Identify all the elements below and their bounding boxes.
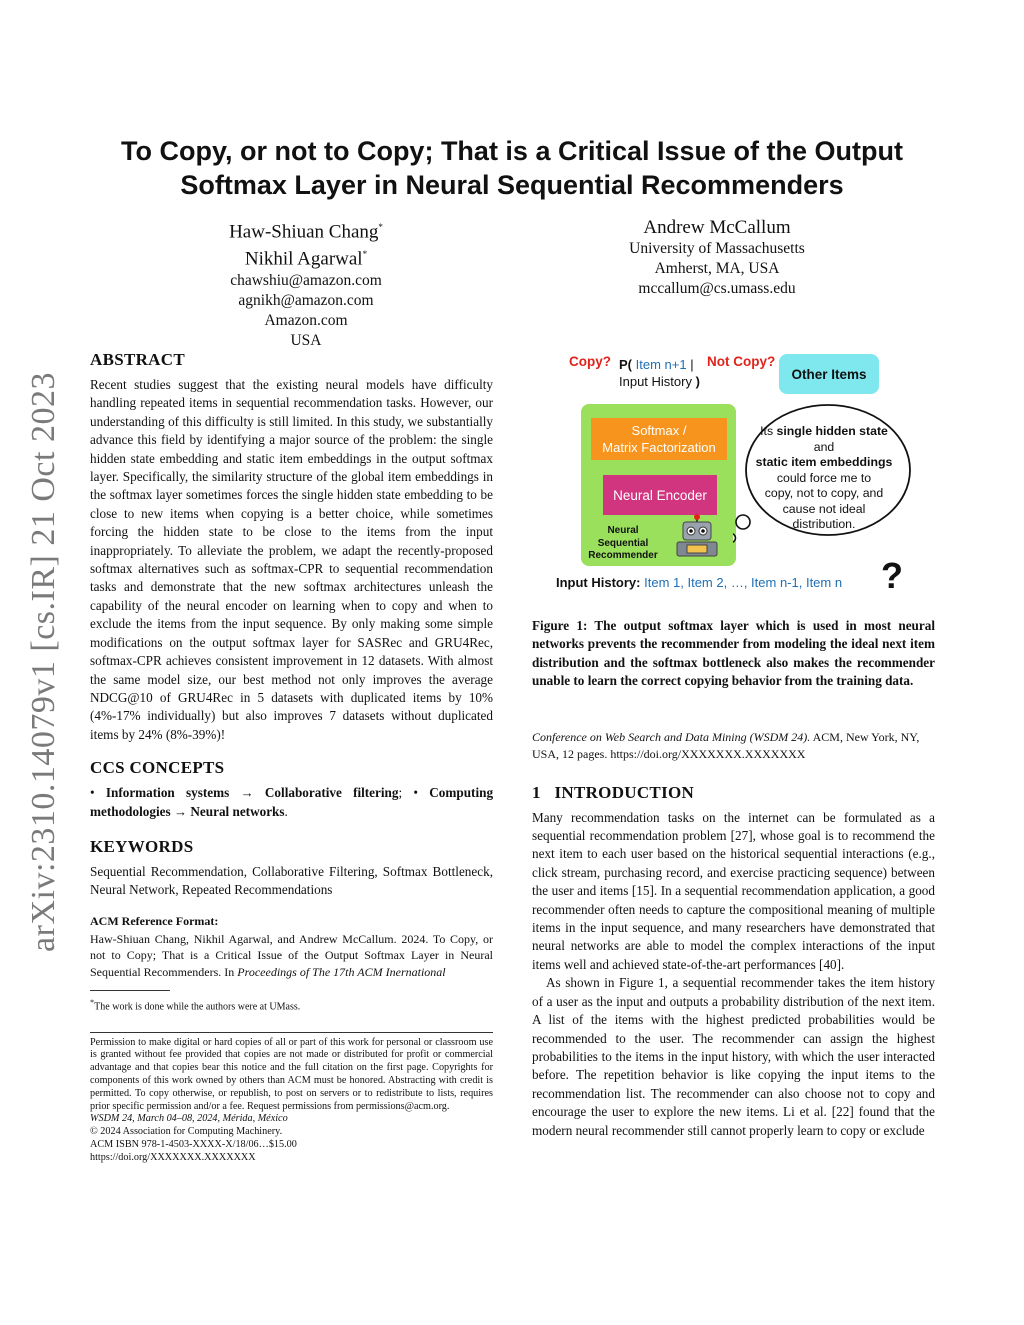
author-mark-2: *: [362, 249, 368, 260]
robot-icon: [671, 514, 723, 560]
arxiv-id: arXiv:2310.14079v1 [cs.IR] 21 Oct 2023: [25, 372, 62, 952]
footnote: *The work is done while the authors were at UMass.: [90, 998, 301, 1013]
keywords-text: Sequential Recommendation, Collaborative Filtering, Softmax Bottleneck, Neural Network, Repeated Recommendations: [90, 863, 493, 898]
author-affil-3: University of Massachusetts: [629, 240, 805, 257]
author-email-2: agnikh@amazon.com: [238, 291, 374, 309]
author-name-2: Nikhil Agarwal: [244, 248, 363, 270]
paper-title: [90, 134, 934, 202]
acm-ref-text: Haw-Shiuan Chang, Nikhil Agarwal, and Andrew McCallum. 2024. To Copy, or not to Copy; That is a Critical Issue of the Output Softmax Layer in Neural Sequential Recommenders. In Proceedings of The 17th ACM Inernational: [90, 931, 493, 979]
acm-ref-heading: ACM Reference Format:: [90, 913, 219, 928]
fig-softmax-label: Softmax /: [631, 423, 687, 438]
fig-other-items-box: [779, 354, 879, 394]
title-line-1: To Copy, or not to Copy; That is a Critical Issue of the Output: [121, 136, 903, 166]
intro-paragraph-2: As shown in Figure 1, a sequential recommender takes the item history of a user as the input and outputs a probability distribution of the next item. A list of the items with the highest predicted probabilities would be recommended to the user. The recommender can assign the highest probabilities to the items in the input history, with which the user interacted before. The repetition behavior is like copying the input items to the recommendation list. The recommender can also choose not to copy and encourage the user to explore the new items. Li et al. [22] found that the modern neural recommender still cannot properly learn to copy or exclude: [532, 975, 935, 1138]
ccs-item-4: Neural networks: [190, 803, 285, 819]
permission-block: [90, 1032, 493, 1165]
author-org: Amazon.com: [264, 311, 348, 329]
permission-conf: WSDM 24, March 04–08, 2024, Mérida, México: [90, 1113, 288, 1125]
author-name-3: Andrew McCallum: [643, 217, 791, 238]
author-name-1: Haw-Shiuan Chang: [229, 221, 379, 243]
fig-encoder-label: Neural Encoder: [613, 487, 707, 503]
fig-question-mark: ?: [881, 555, 903, 596]
fig-encoder-box: [603, 475, 717, 515]
fig-input-label: Input History:: [556, 575, 641, 590]
permission-copyright: © 2024 Association for Computing Machinery.: [90, 1126, 283, 1138]
thought-text: Its single hidden state and static item embeddings could force me to copy, not to copy, and cause not ideal distribution.: [755, 424, 893, 531]
fig-matrix-label: Matrix Factorization: [602, 440, 716, 455]
fig-copy-label: Copy?: [569, 354, 611, 369]
author-email-1: chawshiu@amazon.com: [230, 271, 382, 289]
intro-paragraph-1: Many recommendation tasks on the internet can be formulated as a sequential recommendation problem [27], whose goal is to recommend the next item to each user based on the historical sequential interactions (e.g., click stream, purchasing record, and exercise practicing sequence) between the user and items [15]. In a sequential recommendation application, a good recommender often needs to capture the compositional meaning of multiple items in the input sequence, and many researchers have demonstrated that neural networks are able to model the complex interactions of the input items well and achieved state-of-the-art performances [40].: [532, 809, 935, 972]
author-email-3: mccallum@cs.umass.edu: [638, 280, 796, 297]
right-column: [532, 617, 935, 1140]
permission-text: Permission to make digital or hard copies of all or part of this work for personal or classroom use is granted without fee provided that copies are not made or distributed for profit or commercial advantage and that copies bear this notice and the full citation on the first page. Copyrights for components of this work owned by others than ACM must be honored. Abstracting with credit is permitted. To copy otherwise, or republish, to post on servers or to redistribute to lists, requires prior specific permission and/or a fee. Request permissions from permissions@acm.org.: [90, 1036, 493, 1112]
fig-not-copy-label: Not Copy?: [707, 354, 776, 369]
figure-caption: Figure 1: The output softmax layer which is used in most neural networks prevents the recommender from modeling the ideal next item distribution and the softmax bottleneck also makes the recommender unable to learn the correct copying behavior from the training data.: [532, 618, 935, 689]
fig-other-items-label: Other Items: [791, 366, 867, 382]
fig-prob-label: P( Item n+1 | Input History ): [619, 357, 700, 389]
acm-ref-italic: Proceedings of The 17th ACM Inernational: [237, 964, 446, 979]
fig-softmax-box: [591, 418, 727, 460]
ccs-text: • Information systems → Collaborative filtering; • Computing methodologies → Neural networks.: [90, 785, 494, 819]
conference-line: Conference on Web Search and Data Mining (WSDM 24). ACM, New York, NY, USA, 12 pages. https://doi.org/XXXXXXX.XXXXXXX: [532, 729, 920, 761]
figure-1: [545, 348, 935, 598]
ccs-heading: CCS CONCEPTS: [90, 758, 225, 778]
arxiv-sidebar: [18, 362, 70, 962]
author-location-3: Amherst, MA, USA: [654, 260, 780, 277]
keywords-heading: KEYWORDS: [90, 836, 194, 856]
ccs-item-3: Computing methodologies: [90, 785, 494, 819]
author-country: USA: [290, 331, 322, 349]
permission-isbn: ACM ISBN 978-1-4503-XXXX-X/18/06…$15.00: [90, 1138, 297, 1150]
ccs-item-1: Information systems: [105, 785, 230, 801]
abstract-text: Recent studies suggest that the existing neural models have difficulty handling repeated items in sequential recommendation tasks. However, our understanding of this difficulty is still limited. In this study, we substantially advance this field by identifying a major source of the problem: the single hidden state embedding and static item embeddings in the output softmax layer. Specifically, the similarity structure of the global item embeddings in the softmax layer sometimes forces the single hidden state embedding to be close to new items when copying is a better choice, while sometimes forcing the hidden state to be close to the items from the input inappropriately. To alleviate the problem, we adapt the recently-proposed softmax alternatives such as softmax-CPR to sequential recommendation tasks and demonstrate that the new softmax architectures unleash the capability of the neural encoder on learning when to copy and when to exclude the items from the input sequence. By only making some simple modifications on the output softmax layer for SASRec and GRU4Rec, softmax-CPR achieves consistent improvement in 12 datasets. With almost the same model size, our best method not only improves the average NDCG@10 of GRU4Rec in 5 datasets with duplicated items by 10% (4%-17% individually) but also improves 7 datasets without duplicated items by 24% (8%-39%)!: [90, 377, 493, 742]
author-mark-1: *: [378, 222, 383, 232]
ccs-item-2: Collaborative filtering: [264, 785, 399, 801]
authors-right: [592, 216, 842, 299]
fig-input-items: Item 1, Item 2, …, Item n-1, Item n: [644, 575, 843, 590]
fig-nsr-label: Neural Sequential Recommender: [588, 525, 658, 561]
authors-left: [190, 216, 422, 351]
permission-doi: https://doi.org/XXXXXXX.XXXXXXX: [90, 1151, 256, 1163]
title-line-2: Softmax Layer in Neural Sequential Recommenders: [180, 170, 844, 200]
fig-input-row: [556, 575, 842, 590]
left-column: [90, 350, 493, 1165]
intro-heading: 1 INTRODUCTION: [532, 782, 695, 802]
abstract-heading: ABSTRACT: [90, 350, 185, 369]
